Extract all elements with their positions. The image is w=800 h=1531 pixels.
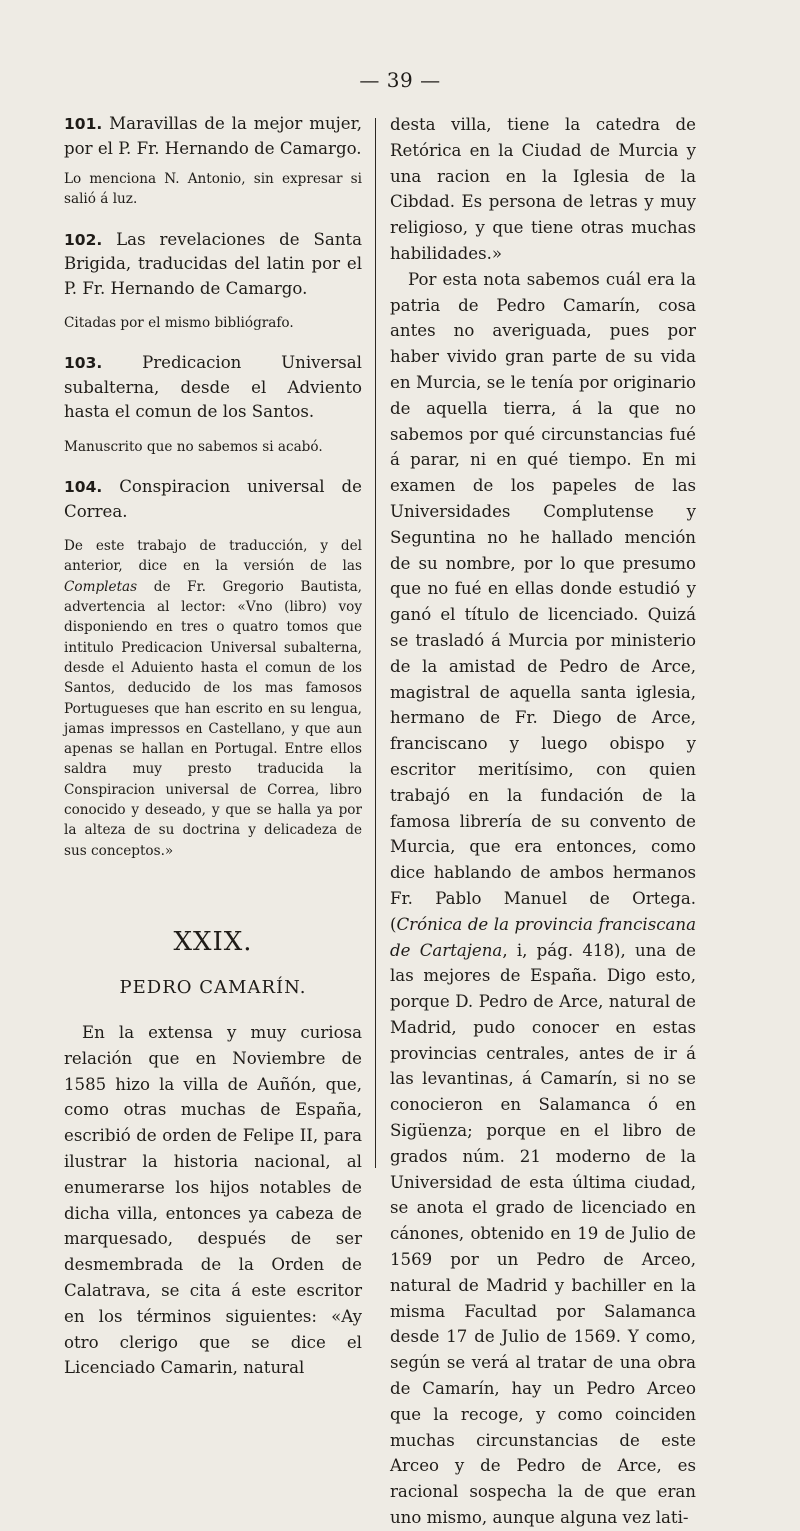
entry-text: Maravillas de la mejor mujer, por el P. Fr. Hernando de Camargo. — [64, 114, 362, 158]
entry-note: Manuscrito que no sabemos si acabó. — [64, 438, 323, 455]
left-column — [64, 112, 362, 1381]
entry-text: Conspiracion universal de Correa. — [64, 477, 362, 521]
page-number: — 39 — — [359, 68, 441, 92]
paragraph: desta villa, tiene la catedra de Retórica en la Ciudad de Murcia y una racion en la Iglesia de la Cibdad. Es persona de letras y muy religioso, y que tiene otras muchas habilidades.» — [390, 115, 696, 263]
right-column — [390, 112, 696, 1531]
section-number: XXIX. — [173, 926, 253, 957]
entry-103 — [64, 351, 362, 425]
paragraph-text: , i, pág. 418), una de las mejores de España. Digo esto, porque D. Pedro de Arce, natural de Madrid, pudo conocer en estas provincias centrales, antes de ir á las levantinas, á Camarín, si no se conocieron en Salamanca ó en Sigüenza; porque en el libro de grados núm. 21 moderno de la Universidad de esta última ciudad, se anota el grado de licenciado en cánones, obtenido en 19 de Julio de 1569 por un Pedro de Arceo, natural de Madrid y bachiller en la misma Facultad por Salamanca desde 17 de Julio de 1569. Y como, según se verá al tratar de una obra de Camarín, hay un Pedro Arceo que la recoge, y como coinciden muchas circunstancias de este Arceo y de Pedro de Arce, es racional sospecha la de que eran uno mismo, aunque alguna vez lati- — [390, 940, 696, 1528]
note-italic-title: Completas — [64, 578, 138, 595]
note-text: de Fr. Gregorio Bautista, advertencia al lector: «Vno (libro) voy disponiendo en tres o quatro tomos que intitulo Predicacion Universal subalterna, desde el Aduiento hasta el comun de los Santos, deducido de los mas famosos Portugueses que han escrito en su lengua, jamas impressos en Castellano, y que aun apenas se hallan en Portugal. Entre ellos saldra muy presto traducida la Conspiracion universal de Correa, libro conocido y deseado, y que se halla ya por la alteza de su doctrina y delicadeza de sus conceptos.» — [64, 578, 362, 859]
section-title: PEDRO CAMARÍN. — [119, 976, 307, 998]
paragraph — [390, 267, 696, 1531]
entry-number: 102. — [64, 230, 103, 249]
column-divider — [375, 118, 376, 1168]
entry-104 — [64, 475, 362, 524]
entry-number: 101. — [64, 115, 103, 133]
entry-number: 103. — [64, 354, 103, 373]
entry-note — [64, 536, 362, 861]
entry-text: Las revelaciones de Santa Brigida, traducidas del latin por el P. Fr. Hernando de Camargo. — [64, 229, 362, 298]
italic-title: Crónica de la provincia franciscana de Cartajena — [390, 914, 696, 960]
entry-number: 104. — [64, 478, 103, 497]
note-text: De este trabajo de traducción, y del anterior, dice en la versión de las — [64, 538, 362, 575]
section-paragraph: En la extensa y muy curiosa relación que en Noviembre de 1585 hizo la villa de Auñón, que, como otras muchas de España, escribió de orden de Felipe II, para ilustrar la historia nacional, al enumerarse los hijos notables de dicha villa, entonces ya cabeza de marquesado, después de ser desmembrada de la Orden de Calatrava, se cita á este escritor en los términos siguientes: «Ay otro clerigo que se dice el Licenciado Camarin, natural — [64, 1022, 362, 1378]
paragraph-text: Por esta nota sabemos cuál era la patria de Pedro Camarín, cosa antes no averiguada, pues por haber vivido gran parte de su vida en Murcia, se le tenía por originario de aquella tierra, á la que no sabemos por qué circunstancias fué á parar, ni en qué tiempo. En mi examen de los papeles de las Universidades Complutense y Seguntina no he hallado mención de su nombre, por lo que presumo que no fué en ellas donde estudió y ganó el título de licenciado. Quizá se trasladó á Murcia por ministerio de la amistad de Pedro de Arce, magistral de aquella santa iglesia, hermano de Fr. Diego de Arce, franciscano y luego obispo y escritor meritísimo, con quien trabajó en la fundación de la famosa librería de su convento de Murcia, que era entonces, como dice hablando de ambos hermanos Fr. Pablo Manuel de Ortega. ( — [390, 269, 696, 934]
entry-note: Lo menciona N. Antonio, sin expresar si salió á luz. — [64, 171, 362, 208]
entry-text: Predicacion Universal subalterna, desde el Adviento hasta el comun de los Santos. — [64, 353, 362, 422]
entry-101 — [64, 112, 362, 161]
entry-102 — [64, 228, 362, 302]
entry-note: Citadas por el mismo bibliógrafo. — [64, 315, 294, 332]
